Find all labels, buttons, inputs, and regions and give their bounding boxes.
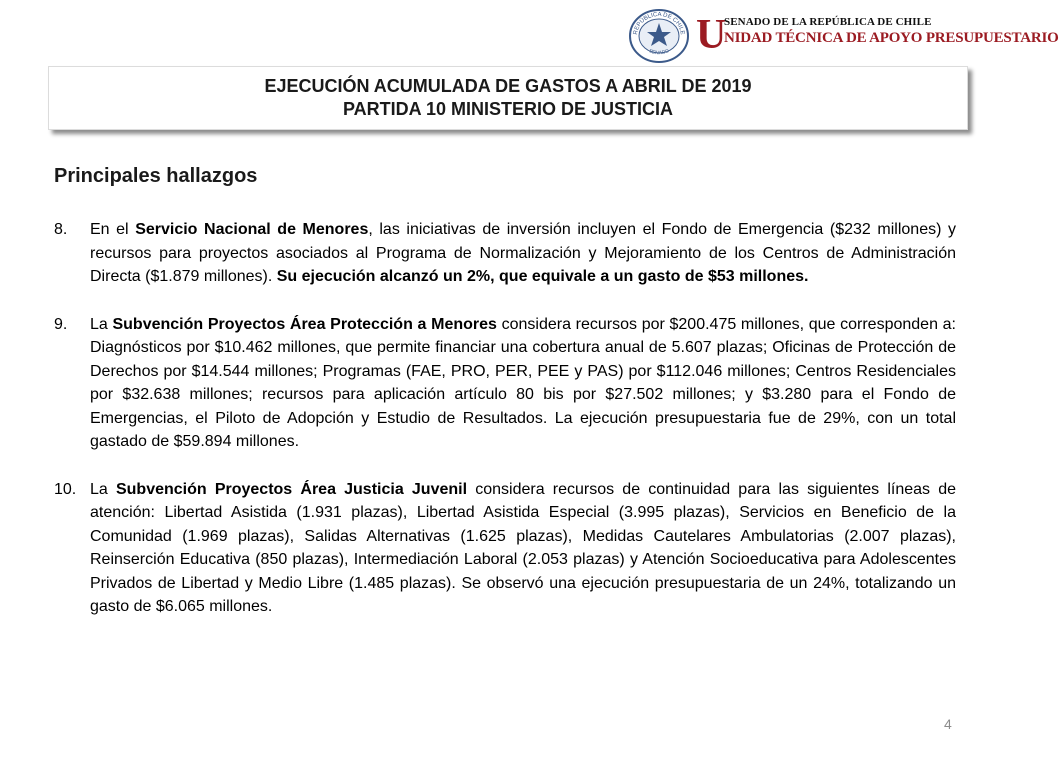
finding-text (90, 218, 956, 289)
finding-text-bold: Servicio Nacional de Menores (135, 221, 369, 238)
brand-unit-text: NIDAD TÉCNICA DE APOYO PRESUPUESTARIO (724, 30, 1059, 46)
senate-seal-icon (628, 8, 690, 64)
findings-list (54, 218, 956, 643)
page-number: 4 (944, 716, 952, 732)
title-box (48, 66, 968, 130)
finding-text-part: , las iniciativas de inversión incluyen el Fondo de Emergencia ($232 millones) y recursos para proyectos asociados al Programa de Normalización y Mejoramiento de los Centros de Administración Directa ($1.879 millones). (90, 221, 957, 285)
finding-text-part: En el (90, 221, 136, 238)
section-heading: Principales hallazgos (54, 165, 258, 187)
finding-item (54, 313, 956, 454)
finding-number: 9. (54, 315, 68, 333)
finding-text (90, 478, 956, 619)
finding-text-bold: Subvención Proyectos Área Protección a Menores (112, 315, 497, 333)
seal-bottom-text: SENADO (647, 48, 671, 57)
finding-text-part: La (90, 315, 113, 333)
finding-text-bold: Subvención Proyectos Área Justicia Juvenil (115, 480, 468, 498)
finding-text-part: considera recursos de continuidad para las siguientes líneas de atención: Libertad Asistida (1.931 plazas), Libertad Asistida Especial (3.995 plazas), Servicios en Beneficio de la Comunidad (1.969 plazas), Salidas Alternativas (1.625 plazas), Medidas Cautelares Ambulatorias (2.007 plazas), Reinserción Educativa (850 plazas), Intermediación Laboral (2.053 plazas) y Atención Socioeducativa para Adolescentes Privados de Libertad y Medio Libre (1.485 plazas). Se observó una ejecución presupuestaria de un 24%, totalizando un gasto de $6.065 millones. (90, 480, 957, 615)
title-line-1: EJECUCIÓN ACUMULADA DE GASTOS A ABRIL DE 2019 (264, 76, 752, 96)
seal-top-text: REPÚBLICA DE CHILE (632, 11, 686, 36)
finding-text-bold: Su ejecución alcanzó un 2%, que equivale a un gasto de $53 millones. (276, 268, 809, 285)
finding-text-part: La (90, 480, 116, 498)
finding-text (90, 313, 956, 454)
senate-logo (628, 8, 1059, 62)
finding-text-part: considera recursos por $200.475 millones, que corresponden a: Diagnósticos por $10.462 millones, que permite financiar una cobertura anual de 5.607 plazas; Oficinas de Protección de Derechos por $14.544 millones; Programas (FAE, PRO, PER, PEE y PAS) por $112.046 millones; Centros Residenciales por $32.638 millones; recursos para aplicación artículo 80 bis por $27.502 millones; y $3.280 para el Fondo de Emergencias, el Piloto de Adopción y Estudio de Resultados. La ejecución presupuestaria fue de 29%, con un total gastado de $59.894 millones. (90, 315, 956, 450)
brand-initial: U (696, 12, 727, 58)
finding-number: 10. (54, 480, 77, 498)
title-line-2: PARTIDA 10 MINISTERIO DE JUSTICIA (342, 99, 674, 119)
brand-senate-text: SENADO DE LA REPÚBLICA DE CHILE (724, 16, 932, 28)
finding-item (54, 218, 956, 289)
finding-item (54, 478, 956, 619)
finding-number: 8. (54, 221, 68, 238)
